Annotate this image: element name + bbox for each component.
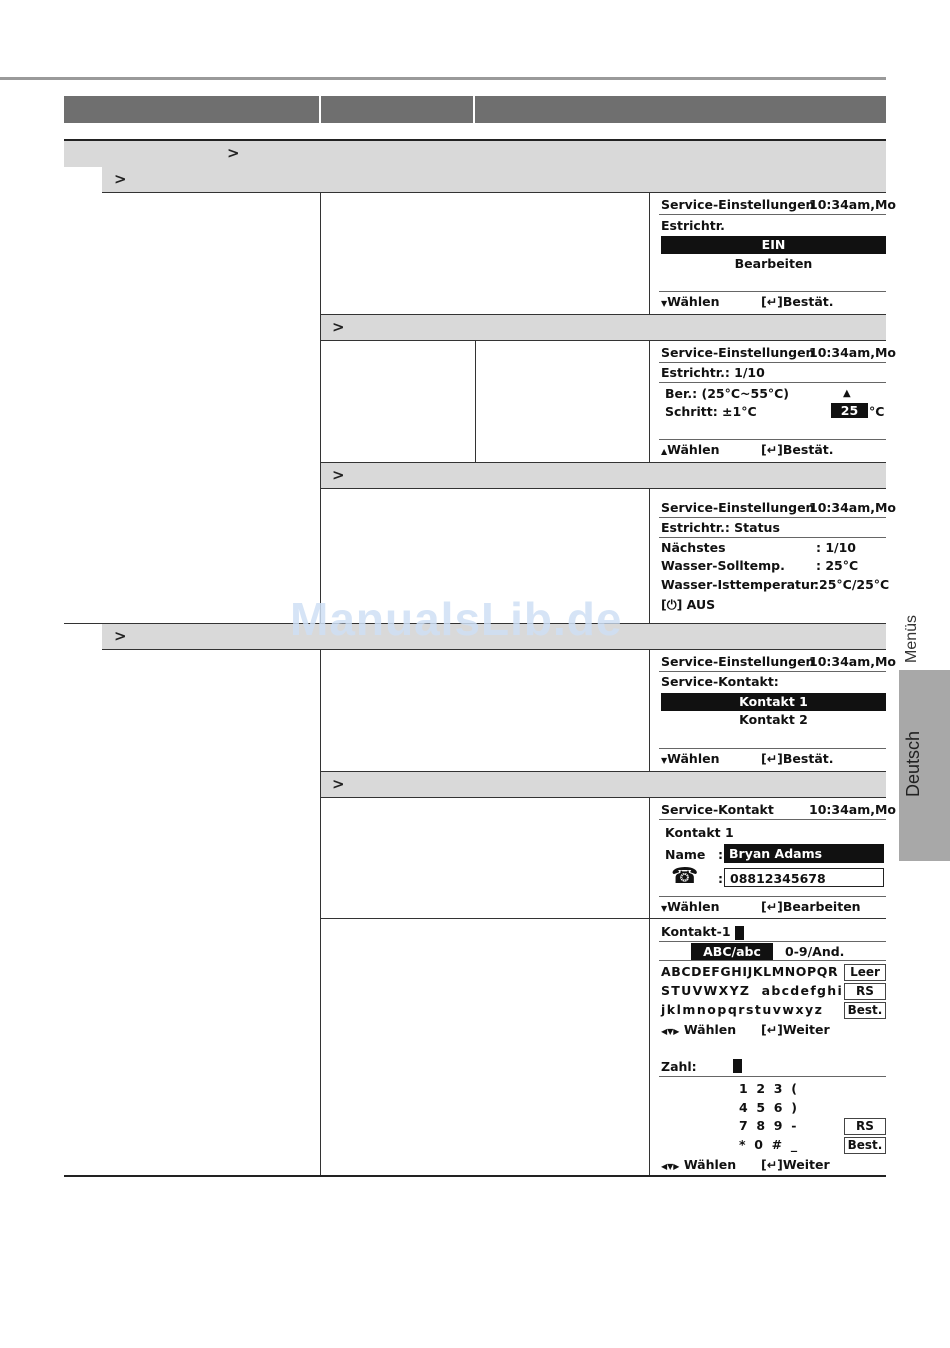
screen-separator: [659, 439, 886, 440]
screen-footer-right: [↵]Bestät.: [761, 294, 834, 309]
menu-band-level1: [64, 141, 886, 167]
screen-separator: [659, 819, 886, 820]
screen-separator: [659, 291, 886, 292]
step-text: Schritt: ±1°C: [665, 404, 757, 419]
text-cursor: [733, 1059, 742, 1073]
input-title: Zahl:: [661, 1059, 697, 1074]
screen-title: Service-Einstellungen: [661, 345, 815, 360]
row-divider: [102, 649, 886, 650]
table-header-col-2: [321, 96, 473, 123]
arrow-down-icon: ▼: [661, 756, 668, 765]
tab-letters[interactable]: ABC/abc: [691, 943, 773, 960]
menu-band-estrich: [102, 167, 886, 193]
footer-label: Wählen: [683, 1022, 737, 1037]
space-button[interactable]: Leer: [844, 964, 886, 981]
range-text: Ber.: (25°C~55°C): [665, 386, 790, 401]
col-divider: [475, 340, 476, 462]
menu-option-selected[interactable]: EIN: [661, 236, 886, 254]
status-label: Wasser-Isttemperatur: [661, 577, 817, 592]
lcd-screen-number-pad: [659, 1057, 886, 1175]
unit-label: °C: [869, 404, 885, 419]
lcd-screen-estrich-edit: [659, 343, 897, 461]
col-divider: [649, 797, 650, 1175]
screen-separator: [659, 960, 886, 961]
menu-band-contact-edit: [321, 772, 886, 798]
lcd-screen-contact-detail: [659, 800, 897, 918]
table-header-col-1: [64, 96, 319, 123]
screen-separator: [659, 362, 886, 363]
screen-time: 10:34am,Mo: [809, 654, 897, 669]
footer-label: Wählen: [667, 294, 720, 309]
screen-footer-left: [661, 294, 720, 309]
screen-separator: [659, 214, 886, 215]
arrow-up-icon: ▲: [661, 447, 668, 456]
chevron-right-icon: >: [332, 466, 345, 484]
status-label: Wasser-Solltemp.: [661, 558, 785, 573]
menu-band-estrich-status: [321, 463, 886, 489]
input-title: [661, 924, 744, 940]
screen-subtitle: Estrichtr.: [661, 218, 725, 233]
menu-option[interactable]: Bearbeiten: [734, 256, 813, 271]
col-divider: [649, 649, 650, 771]
chevron-right-icon: >: [332, 775, 345, 793]
status-value: : 25°C: [816, 558, 859, 573]
confirm-button[interactable]: Best.: [844, 1137, 886, 1154]
screen-footer-left: [661, 899, 720, 914]
menu-option[interactable]: Kontakt 2: [739, 712, 808, 727]
menu-band-estrich-edit: [321, 315, 886, 341]
lcd-screen-estrich-status: [659, 498, 897, 618]
col-divider: [649, 488, 650, 623]
power-off-label[interactable]: [⏻] AUS: [661, 597, 716, 612]
footer-label: Wählen: [683, 1157, 737, 1172]
status-label: Nächstes: [661, 540, 726, 555]
screen-title: Service-Einstellungen: [661, 500, 815, 515]
input-title-text: Kontakt-1: [661, 924, 731, 939]
screen-footer-left: [661, 1022, 736, 1037]
numpad-row[interactable]: 7 8 9 -: [739, 1118, 797, 1133]
screen-separator: [659, 537, 886, 538]
arrow-up-icon[interactable]: ▲: [843, 388, 851, 399]
chevron-right-icon: >: [332, 318, 345, 336]
watermark: ManualsLib.de: [290, 593, 623, 645]
footer-label: Wählen: [667, 442, 720, 457]
row-divider: [320, 340, 886, 341]
footer-label: Wählen: [667, 751, 720, 766]
numpad-row[interactable]: * 0 # _: [739, 1137, 798, 1152]
col-divider: [320, 192, 321, 623]
arrow-down-icon: ▼: [661, 904, 668, 913]
language-label: Deutsch: [903, 730, 923, 797]
screen-time: 10:34am,Mo: [809, 802, 897, 817]
screen-separator: [659, 671, 886, 672]
col-divider: [649, 192, 650, 314]
status-value: :25°C/25°C: [814, 577, 890, 592]
screen-time: 10:34am,Mo: [809, 345, 897, 360]
row-divider: [320, 797, 886, 798]
screen-subtitle: Estrichtr.: 1/10: [661, 365, 765, 380]
arrows-left-right-icon: ◀▼▶: [661, 1027, 680, 1036]
status-value: : 1/10: [816, 540, 857, 555]
screen-separator: [659, 748, 886, 749]
row-divider: [320, 918, 886, 919]
screen-time: 10:34am,Mo: [809, 197, 897, 212]
chevron-right-icon: >: [227, 144, 240, 162]
col-divider: [320, 649, 321, 1175]
screen-separator: [659, 382, 886, 383]
screen-footer-left: [661, 1157, 736, 1172]
lcd-screen-estrich-menu: [659, 195, 897, 313]
top-rule: [0, 77, 886, 80]
screen-footer-right: [↵]Bearbeiten: [761, 899, 861, 914]
footer-label: Wählen: [667, 899, 720, 914]
screen-footer-left: [661, 751, 720, 766]
screen-footer-right: [↵]Weiter: [761, 1022, 830, 1037]
arrow-down-icon: ▼: [661, 299, 668, 308]
row-divider: [102, 192, 886, 193]
temperature-value[interactable]: 25: [831, 403, 868, 418]
name-label: Name: [665, 847, 706, 862]
confirm-button[interactable]: Best.: [844, 1002, 886, 1019]
screen-title: Service-Einstellungen: [661, 654, 815, 669]
screen-footer-right: [↵]Weiter: [761, 1157, 830, 1172]
colon: :: [718, 871, 723, 886]
screen-separator: [659, 1076, 886, 1077]
contact-title: Kontakt 1: [665, 825, 734, 840]
numpad-row[interactable]: 1 2 3 (: [739, 1081, 797, 1096]
text-cursor: [735, 926, 744, 940]
keyboard-row[interactable]: STUVWXYZ abcdefghi: [661, 983, 844, 998]
screen-separator: [659, 517, 886, 518]
screen-subtitle: Service-Kontakt:: [661, 674, 779, 689]
keyboard-row[interactable]: ABCDEFGHIJKLMNOPQR: [661, 964, 839, 979]
screen-time: 10:34am,Mo: [809, 500, 897, 515]
backspace-button[interactable]: RS: [844, 1118, 886, 1135]
table-bottom-rule: [64, 1175, 886, 1177]
phone-icon: ☎: [671, 864, 699, 889]
screen-separator: [659, 941, 886, 942]
screen-footer-right: [↵]Bestät.: [761, 751, 834, 766]
screen-footer-right: [↵]Bestät.: [761, 442, 834, 457]
chevron-right-icon: >: [114, 627, 127, 645]
keyboard-row[interactable]: jklmnopqrstuvwxyz: [661, 1002, 824, 1017]
screen-footer-left: [661, 442, 720, 457]
col-divider: [649, 340, 650, 462]
menu-option-selected[interactable]: Kontakt 1: [661, 693, 886, 711]
screen-title: Service-Einstellungen: [661, 197, 815, 212]
tab-numbers[interactable]: 0-9/And.: [785, 944, 845, 959]
row-divider: [320, 488, 886, 489]
screen-title: Service-Kontakt: [661, 802, 774, 817]
arrows-left-right-icon: ◀▼▶: [661, 1162, 680, 1171]
name-field[interactable]: Bryan Adams: [724, 844, 884, 863]
screen-separator: [659, 896, 886, 897]
backspace-button[interactable]: RS: [844, 983, 886, 1000]
chevron-right-icon: >: [114, 170, 127, 188]
screen-subtitle: Estrichtr.: Status: [661, 520, 780, 535]
side-section-label: Menüs: [903, 614, 920, 663]
lcd-screen-text-keyboard: [659, 922, 886, 1040]
table-header-col-3: [475, 96, 886, 123]
phone-field[interactable]: 08812345678: [724, 868, 884, 887]
lcd-screen-service-contact: [659, 652, 897, 770]
colon: :: [718, 847, 723, 862]
numpad-row[interactable]: 4 5 6 ): [739, 1100, 797, 1115]
